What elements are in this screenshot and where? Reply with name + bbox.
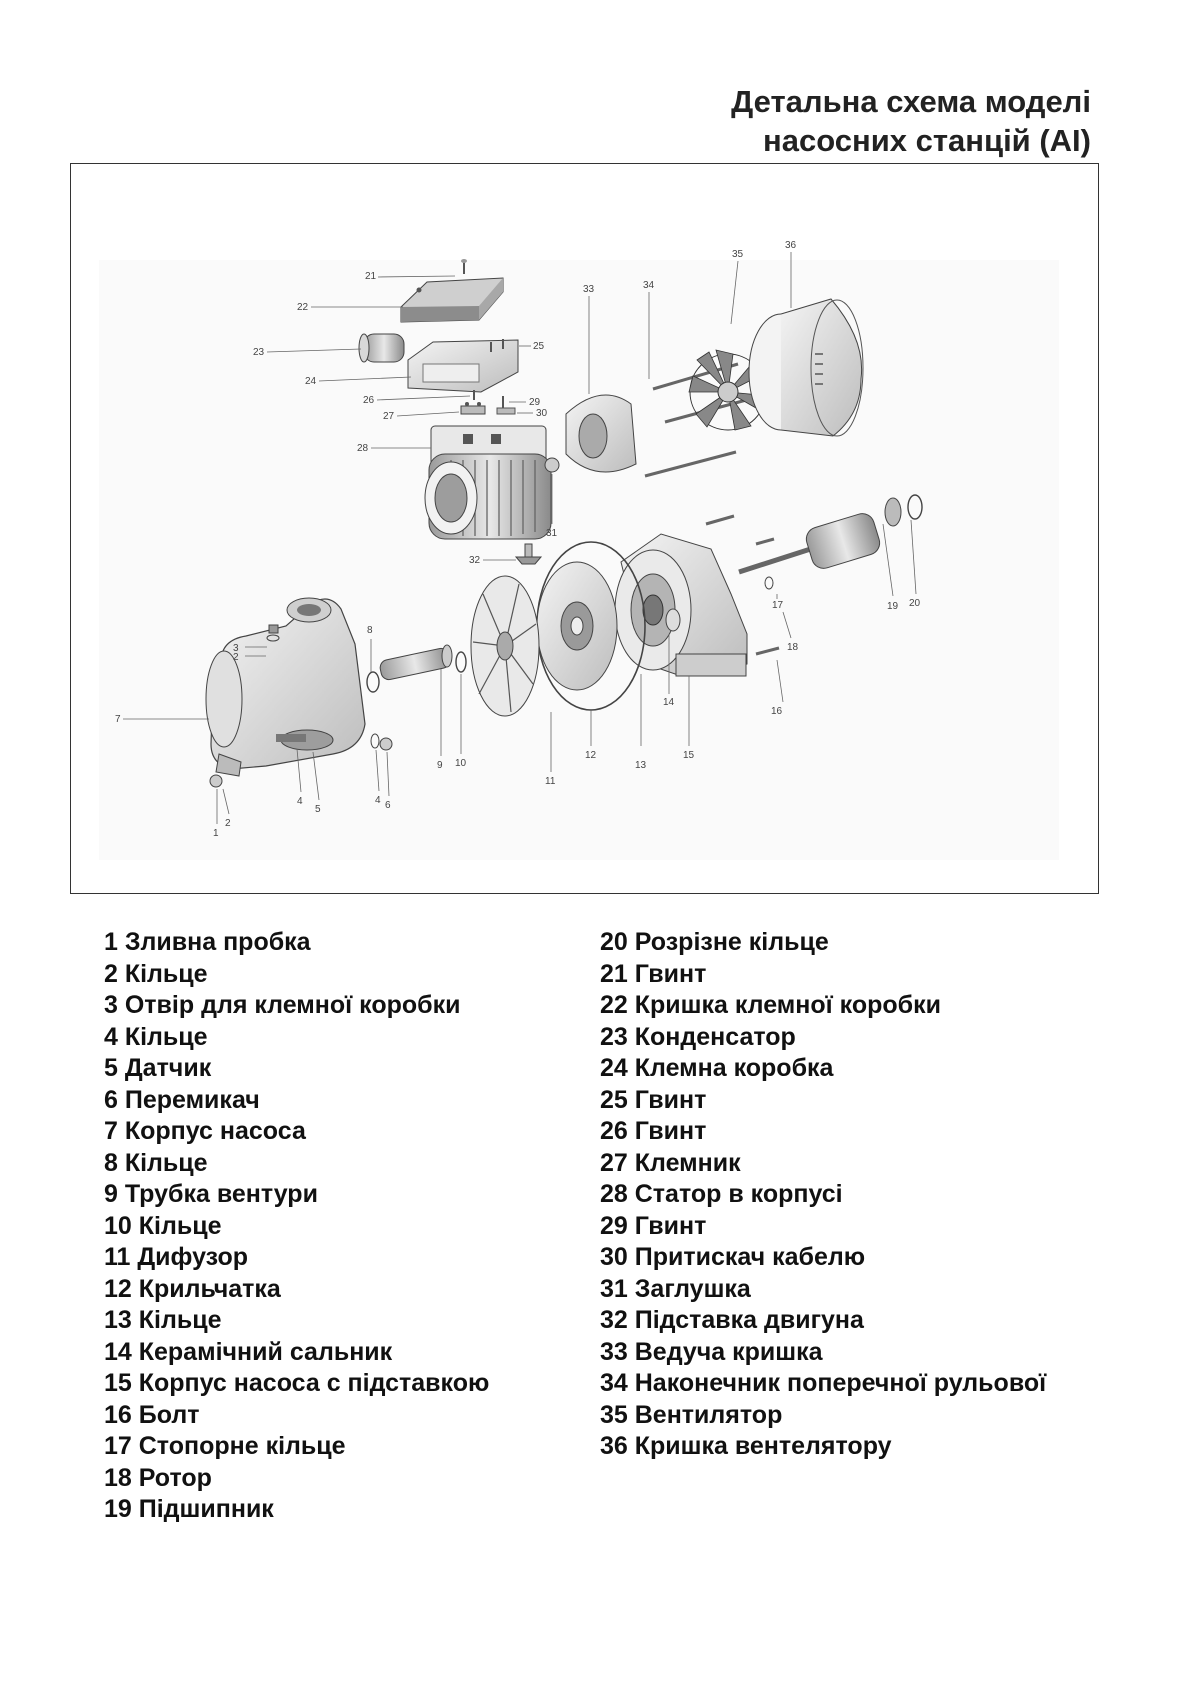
legend-item: 23 Конденсатор [600, 1022, 796, 1051]
legend-item: 36 Кришка вентелятору [600, 1432, 892, 1460]
exploded-diagram-frame [70, 163, 1099, 894]
legend-item: 16 Болт [104, 1400, 200, 1429]
label-19: 19 [887, 601, 899, 612]
scan-background [99, 260, 1059, 860]
page-title-line-1: Детальна схема моделі [731, 84, 1091, 119]
label-16: 16 [771, 706, 783, 717]
legend-item: 30 Притискач кабелю [600, 1243, 866, 1271]
part-stator-housing-28 [425, 426, 551, 539]
label-34: 34 [643, 280, 655, 291]
legend-item: 20 Розрізне кільце [600, 928, 829, 956]
label-15: 15 [683, 750, 695, 761]
label-33: 33 [583, 284, 595, 295]
part-capacitor-23 [359, 334, 404, 362]
label-1: 1 [213, 828, 219, 839]
label-2a: 2 [233, 652, 239, 663]
label-35: 35 [732, 249, 744, 260]
label-8: 8 [367, 625, 373, 636]
label-9: 9 [437, 760, 443, 771]
legend-item: 35 Вентилятор [600, 1400, 783, 1429]
legend-item: 2 Кільце [104, 959, 208, 988]
label-11: 11 [545, 776, 556, 787]
legend-item: 33 Ведуча кришка [600, 1337, 823, 1366]
label-2: 2 [225, 818, 231, 829]
label-21: 21 [365, 271, 377, 282]
part-terminal-hole-3 [269, 625, 278, 633]
legend-item: 12 Крильчатка [104, 1274, 281, 1303]
label-14: 14 [663, 697, 675, 708]
label-20: 20 [909, 598, 921, 609]
legend-item: 11 Дифузор [104, 1243, 249, 1271]
legend-item: 8 Кільце [104, 1148, 208, 1177]
legend-item: 13 Кільце [104, 1306, 222, 1334]
label-12: 12 [585, 750, 597, 761]
legend-item: 29 Гвинт [600, 1211, 707, 1240]
label-30: 30 [536, 408, 548, 419]
legend-item: 10 Кільце [104, 1211, 222, 1240]
part-switch-6 [380, 738, 392, 750]
legend-item: 28 Статор в корпусі [600, 1180, 843, 1208]
legend-item: 3 Отвір для клемної коробки [104, 991, 461, 1019]
label-18: 18 [787, 642, 799, 653]
legend-item: 31 Заглушка [600, 1274, 751, 1303]
part-cable-clamp-30 [497, 408, 515, 414]
label-26: 26 [363, 395, 375, 406]
part-bearing-19 [885, 498, 901, 526]
label-13: 13 [635, 760, 647, 771]
part-plug-31 [545, 458, 559, 472]
legend-item: 4 Кільце [104, 1022, 208, 1051]
legend-item: 17 Стопорне кільце [104, 1432, 346, 1460]
legend-item: 7 Корпус насоса [104, 1117, 306, 1145]
legend-item: 15 Корпус насоса с підставкою [104, 1369, 490, 1397]
legend-item: 19 Підшипник [104, 1495, 274, 1523]
legend-item: 6 Перемикач [104, 1085, 260, 1114]
legend-item: 22 Кришка клемної коробки [600, 991, 941, 1019]
legend-item: 9 Трубка вентури [104, 1180, 318, 1208]
label-10: 10 [455, 758, 467, 769]
label-32: 32 [469, 555, 481, 566]
legend-item: 26 Гвинт [600, 1117, 707, 1145]
parts-legend-right [600, 927, 1046, 1463]
label-22: 22 [297, 302, 309, 313]
legend-item: 32 Підставка двигуна [600, 1306, 864, 1334]
legend-item: 25 Гвинт [600, 1085, 707, 1114]
part-ceramic-seal-14 [666, 609, 680, 631]
label-3: 3 [233, 643, 239, 654]
legend-item: 1 Зливна пробка [104, 928, 311, 956]
part-drive-cover-33 [566, 395, 636, 472]
legend-item: 34 Наконечник поперечної рульової [600, 1369, 1047, 1397]
part-diffuser-11 [471, 576, 539, 716]
label-7: 7 [115, 714, 121, 725]
label-6: 6 [385, 800, 391, 811]
page-title-line-2: насосних станцій (AI) [763, 123, 1091, 158]
label-23: 23 [253, 347, 265, 358]
label-4b: 4 [375, 795, 381, 806]
legend-item: 5 Датчик [104, 1054, 212, 1082]
legend-item: 14 Керамічний сальник [104, 1337, 393, 1366]
label-31: 31 [546, 528, 558, 539]
label-28: 28 [357, 443, 369, 454]
page-title [731, 82, 1091, 160]
label-27: 27 [383, 411, 395, 422]
legend-item: 24 Клемна коробка [600, 1054, 834, 1082]
parts-legend-left [104, 927, 489, 1526]
legend-item: 27 Клемник [600, 1148, 741, 1177]
label-24: 24 [305, 376, 317, 387]
label-5: 5 [315, 804, 321, 815]
label-17: 17 [772, 600, 784, 611]
label-36: 36 [785, 240, 797, 251]
legend-item: 21 Гвинт [600, 959, 707, 988]
legend-item: 18 Ротор [104, 1463, 212, 1492]
label-4: 4 [297, 796, 303, 807]
label-29: 29 [529, 397, 541, 408]
label-25: 25 [533, 341, 545, 352]
exploded-pump-diagram [71, 164, 1099, 894]
part-drain-plug-1 [210, 775, 222, 787]
part-impeller-12 [537, 562, 617, 690]
